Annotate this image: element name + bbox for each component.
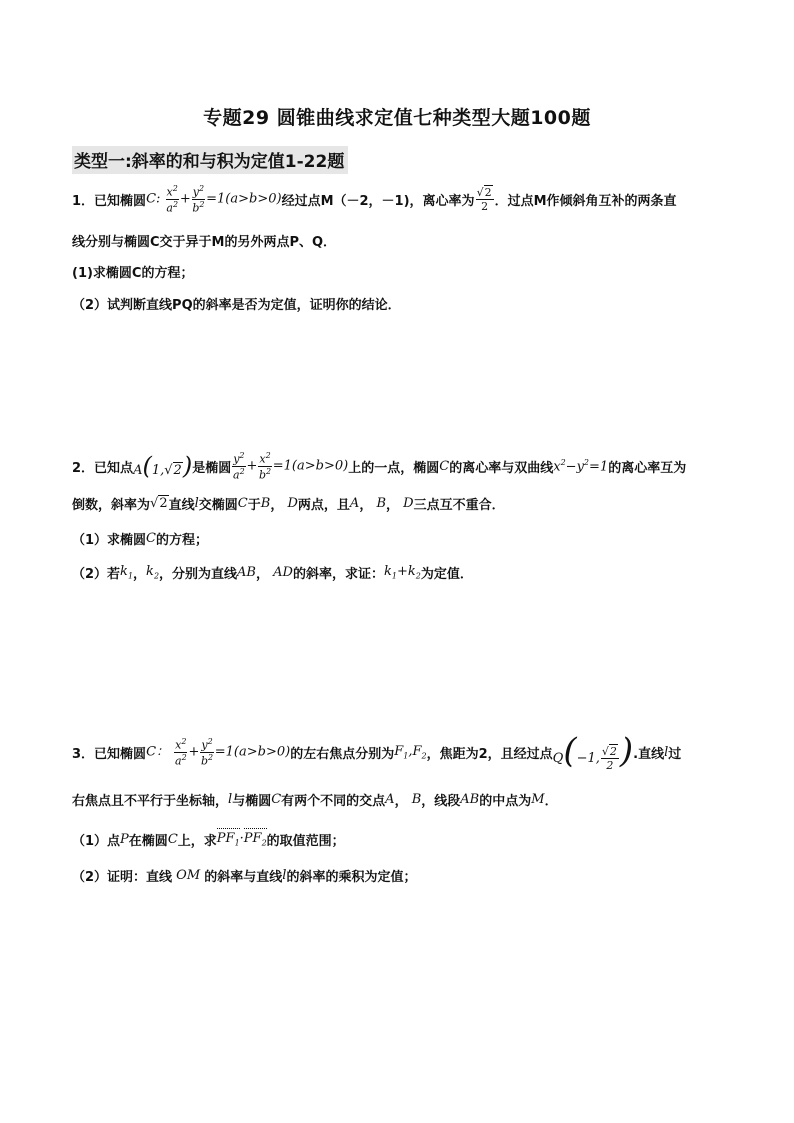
q1-text: 已知椭圆 <box>94 193 147 209</box>
q3-text: 与椭圆 <box>232 794 272 809</box>
q2-var-ad: AD <box>269 565 293 580</box>
q3-text: ，线段 <box>421 794 461 809</box>
q3-text: 过 <box>668 747 682 762</box>
q3-text: 已知椭圆 <box>94 747 147 762</box>
q2-text: ， <box>386 498 400 513</box>
q3-text: 有两个不同的交点 <box>281 794 386 809</box>
q3-text: （2）证明：直线 <box>72 870 173 885</box>
q2-text: 为定值． <box>420 567 473 582</box>
q3-var-a: A <box>385 792 395 807</box>
q1-number: 1． <box>72 193 95 209</box>
q2-part-1 <box>72 529 208 548</box>
q2-number: 2． <box>72 460 95 476</box>
q3-line-2 <box>72 790 558 809</box>
q3-var-c: C <box>271 792 282 807</box>
q3-text: ，焦距为2，且经过点 <box>426 747 553 762</box>
q2-line-2 <box>72 494 505 513</box>
q2-text: 的离心率互为 <box>608 460 687 476</box>
q3-text: 的斜率与直线 <box>204 870 283 885</box>
q3-text: 的取值范围； <box>266 834 345 849</box>
q3-ellipse-formula: C： $\frac{x^2}{a^2}$ + $\frac{y^2}{b^2}$ =1(a>b>0) <box>146 737 291 768</box>
q2-var-a: A <box>349 496 360 511</box>
q1-text: ．过点M作倾斜角互补的两条直 <box>494 193 677 209</box>
q2-text: ， <box>256 567 270 582</box>
q3-text: 右焦点且不平行于坐标轴， <box>72 794 229 809</box>
q2-var-sum: $k_1+k_2$ <box>383 564 421 581</box>
q3-part-2 <box>72 866 416 885</box>
q2-var-ab: AB <box>237 565 256 580</box>
q2-var-c: C <box>439 458 450 474</box>
q2-var-k1: $k_1$ <box>120 564 134 581</box>
q3-text: 在椭圆 <box>128 834 168 849</box>
q3-text: 上，求 <box>177 834 217 849</box>
q3-foci: $F_1,F_2$ <box>394 744 427 761</box>
q2-text: 的离心率与双曲线 <box>449 460 554 476</box>
q1-ellipse-formula: C: $\frac{x^2}{a^2}$ + $\frac{y^2}{b^2}$ =1(a>b>0) <box>146 184 282 215</box>
q2-text: （2）若 <box>72 567 121 582</box>
q3-text: ， <box>394 794 408 809</box>
q2-text: ， <box>359 498 373 513</box>
q3-var-om: OM <box>172 868 205 883</box>
q3-text: 的中点为 <box>479 794 532 809</box>
q2-var-b: B <box>372 496 387 511</box>
q2-text: 已知点 <box>94 460 134 476</box>
q2-text: 的斜率，求证： <box>292 567 384 582</box>
q1-part-1: (1)求椭圆C的方程； <box>72 266 194 281</box>
q2-line-1 <box>72 452 686 480</box>
q3-text: .直线 <box>633 747 665 762</box>
q3-point-q: Q(−1, $\frac{√2}{2}$ ) <box>552 731 634 772</box>
q3-var-m: M <box>531 792 545 807</box>
q1-eccentricity: $\frac{√2}{2}$ <box>476 185 492 213</box>
q3-var-p: P <box>120 832 129 847</box>
page-title: 专题29 圆锥曲线求定值七种类型大题100题 <box>203 107 591 129</box>
q3-var-l: l <box>228 792 233 807</box>
q2-text: （1）求椭圆 <box>72 533 147 548</box>
q2-ellipse-formula: $\frac{y^2}{a^2}$ + $\frac{x^2}{b^2}$ =1(a>b>0) <box>233 451 349 482</box>
q2-var-c: C <box>146 531 156 546</box>
q2-text: 两点，且 <box>297 498 350 513</box>
q2-hyperbola-formula: $x^2-y^2=1$ <box>553 457 609 475</box>
q2-var-c: C <box>237 496 248 511</box>
q2-var-b: B <box>260 496 271 511</box>
q2-text: 三点互不重合． <box>413 498 505 513</box>
q2-text: 是椭圆 <box>192 460 232 476</box>
q2-text: ， <box>133 567 147 582</box>
q2-text: 于 <box>247 498 261 513</box>
q3-text: 的斜率的乘积为定值； <box>286 870 417 885</box>
q2-text: 倒数，斜率为 <box>72 498 151 513</box>
q2-text: ， <box>270 498 284 513</box>
q2-var-l: l <box>194 496 199 511</box>
q1-line-2: 线分别与椭圆C交于异于M的另外两点P、Q． <box>72 235 337 250</box>
q2-text: ，分别为直线 <box>159 567 238 582</box>
q2-var-d: D <box>399 496 414 511</box>
q3-var-c: C <box>167 832 178 847</box>
q2-text: 直线 <box>168 498 195 513</box>
q3-text: ． <box>544 794 558 809</box>
q2-var-k2: $k_2$ <box>146 564 160 581</box>
q3-var-l: l <box>282 868 287 883</box>
q3-text: 的左右焦点分别为 <box>290 747 395 762</box>
q3-var-l: l <box>664 745 669 760</box>
q3-var-b: B <box>407 792 422 807</box>
q2-slope: √2 <box>150 496 168 511</box>
q3-number: 3． <box>72 747 95 762</box>
q3-dot-product: $PF_1\cdot PF_2$ <box>216 831 267 848</box>
q2-var-d: D <box>283 496 298 511</box>
section-heading: 类型一:斜率的和与积为定值1-22题 <box>72 146 348 174</box>
q2-text: 的方程； <box>156 533 209 548</box>
q3-line-1 <box>72 731 682 772</box>
q3-var-ab: AB <box>460 792 480 807</box>
q2-part-2 <box>72 563 473 582</box>
q1-line-1 <box>72 185 677 213</box>
q2-text: 上的一点，椭圆 <box>348 460 440 476</box>
q1-text: 经过点M（－2，－1)，离心率为 <box>281 193 475 209</box>
q3-part-1 <box>72 830 345 849</box>
q1-part-2: （2）试判断直线PQ的斜率是否为定值，证明你的结论． <box>72 298 401 313</box>
q2-point-a: A(1,√2) <box>133 452 193 481</box>
q3-text: （1）点 <box>72 834 121 849</box>
q2-text: 交椭圆 <box>198 498 238 513</box>
